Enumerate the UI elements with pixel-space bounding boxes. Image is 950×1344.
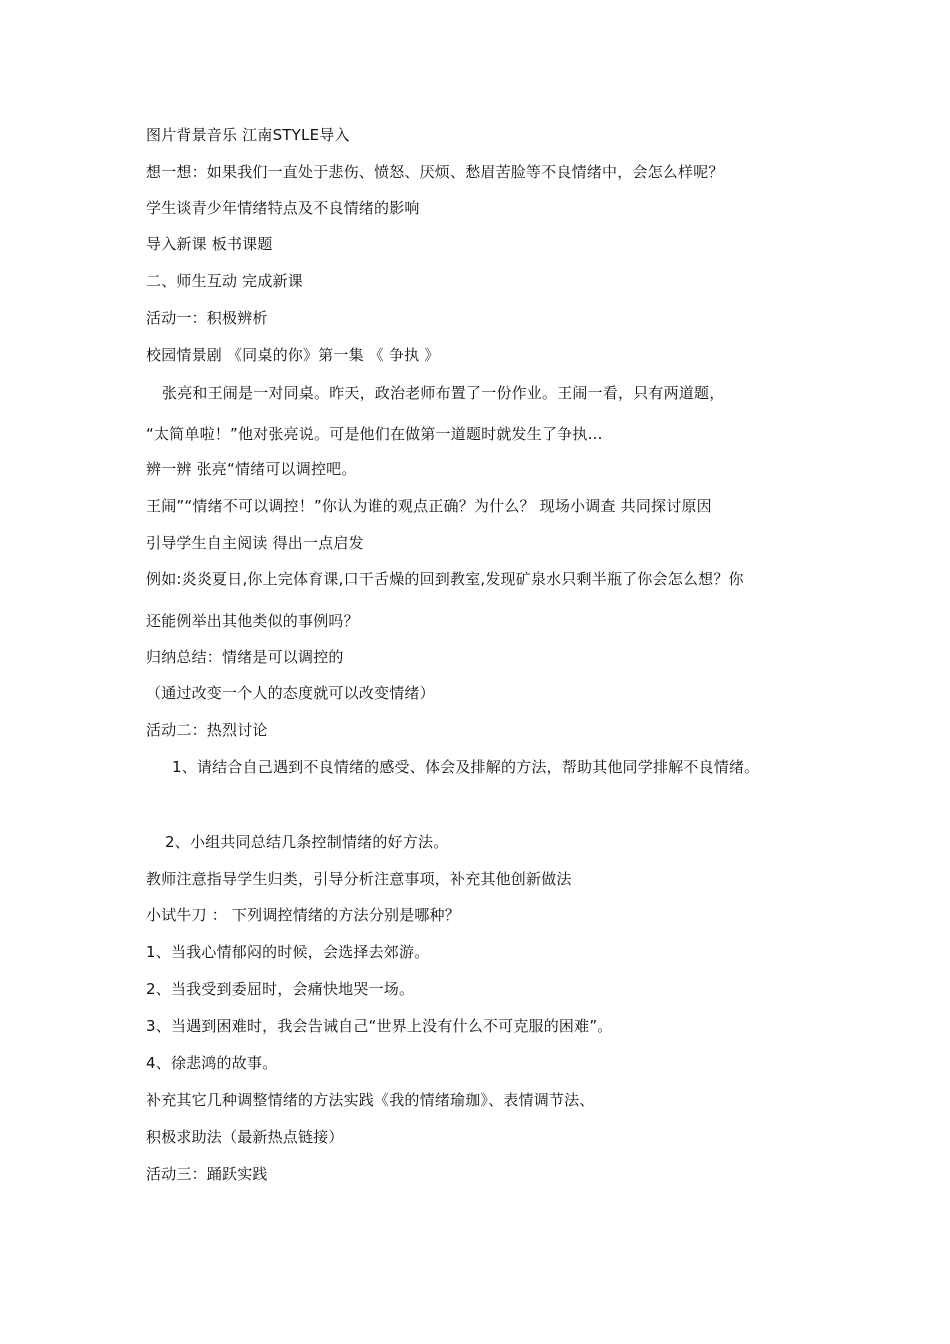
text-line-activity-three: 活动三：踊跃实践 <box>146 1165 268 1183</box>
text-line-quiz-2: 2、当我受到委屈时，会痛快地哭一场。 <box>146 980 415 998</box>
text-line-teacher-guide: 教师注意指导学生归类，引导分析注意事项，补充其他创新做法 <box>146 870 572 888</box>
text-line-think: 想一想：如果我们一直处于悲伤、愤怒、厌烦、愁眉苦脸等不良情绪中，会怎么样呢？ <box>146 163 724 181</box>
text-line-discussion-1: 1、请结合自己遇到不良情绪的感受、体会及排解的方法，帮助其他同学排解不良情绪。 <box>172 758 760 776</box>
text-line-discussion-2: 2、小组共同总结几条控制情绪的好方法。 <box>165 833 449 851</box>
text-line-summary: 归纳总结：情绪是可以调控的 <box>146 648 344 666</box>
text-line-activity-two: 活动二：热烈讨论 <box>146 721 268 739</box>
text-line-debate: 辨一辨 张亮“情绪可以调控吧。 <box>146 460 357 478</box>
text-line-story-2: “太简单啦！”他对张亮说。可是他们在做第一道题时就发生了争执… <box>146 425 603 443</box>
text-line-story-1: 张亮和王闹是一对同桌。昨天，政治老师布置了一份作业。王闹一看，只有两道题， <box>162 384 725 402</box>
text-line-supplement-2: 积极求助法（最新热点链接） <box>146 1128 344 1146</box>
text-line-quiz-1: 1、当我心情郁闷的时候，会选择去郊游。 <box>146 943 430 961</box>
text-line-summary-note: （通过改变一个人的态度就可以改变情绪） <box>146 684 435 702</box>
text-line-supplement-1: 补充其它几种调整情绪的方法实践《我的情绪瑜珈》、表情调节法、 <box>146 1091 595 1109</box>
text-line-quiz-3: 3、当遇到困难时，我会告诫自己“世界上没有什么不可克服的困难”。 <box>146 1017 613 1035</box>
text-line-student-talk: 学生谈青少年情绪特点及不良情绪的影响 <box>146 199 420 217</box>
text-line-section-two: 二、师生互动 完成新课 <box>146 272 303 290</box>
text-line-example-1: 例如:炎炎夏日,你上完体育课,口干舌燥的回到教室,发现矿泉水只剩半瓶了你会怎么想？你 <box>146 570 744 588</box>
text-line-new-lesson: 导入新课 板书课题 <box>146 235 273 253</box>
text-line-wangnao: 王闹”“情绪不可以调控！”你认为谁的观点正确？为什么？ 现场小调查 共同探讨原因 <box>146 497 712 515</box>
text-line-guide-reading: 引导学生自主阅读 得出一点启发 <box>146 534 364 552</box>
text-line-activity-one: 活动一：积极辨析 <box>146 309 268 327</box>
text-line-campus-drama: 校园情景剧 《同桌的你》第一集 《 争执 》 <box>146 346 440 364</box>
text-line-quiz: 小试牛刀 ： 下列调控情绪的方法分别是哪种？ <box>146 906 460 924</box>
text-line-music-intro: 图片背景音乐 江南STYLE导入 <box>146 126 350 144</box>
text-line-example-2: 还能例举出其他类似的事例吗？ <box>146 612 359 630</box>
text-line-quiz-4: 4、徐悲鸿的故事。 <box>146 1054 278 1072</box>
